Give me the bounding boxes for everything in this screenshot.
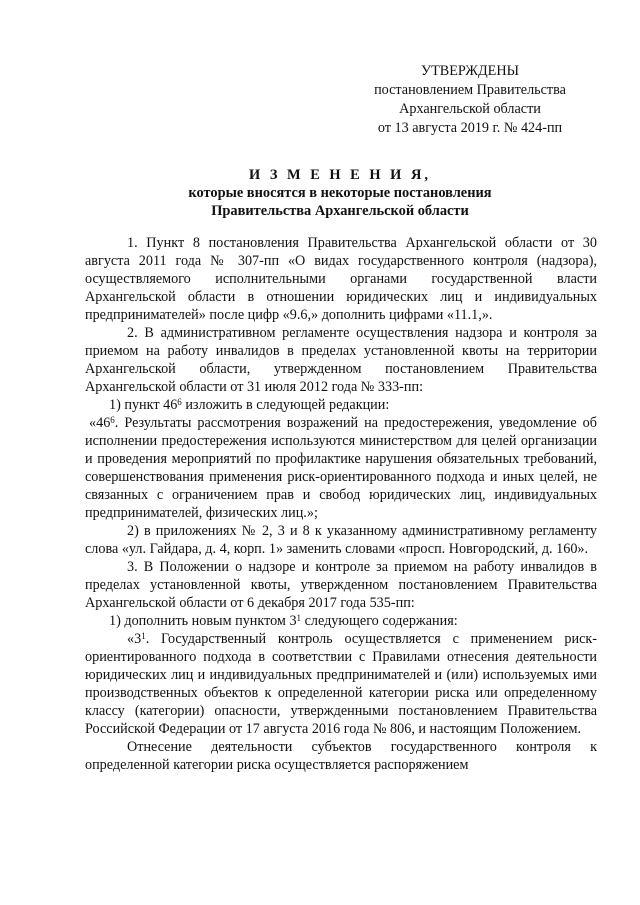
superscript-index: 6 [177, 397, 182, 407]
text-run: 1) пункт 46 [109, 397, 178, 413]
text-run: 1) дополнить новым пунктом 3 [109, 613, 297, 629]
text-run: следующего содержания: [301, 613, 458, 629]
paragraph-continuation: Отнесение деятельности субъектов государственного контроля к определенной категории риска осуществляется распоряжением [85, 739, 597, 773]
text-run: изложить в следующей редакции: [181, 397, 390, 413]
heading-subtitle: Правительства Архангельской области [211, 203, 469, 219]
heading-subtitle: которые вносятся в некоторые постановления [188, 185, 492, 201]
text-run: «3 [127, 631, 142, 647]
text-run: . Государственный контроль осуществляется с применением риск-ориентированного подхода в соответствии с Правилами отнесения деятельности юридических лиц и индивидуальных предпринимателей и (или) используемых ими производственных объектов к определенной категории риска или определенному классу (категории) опасности, утвержденными постановлением Правительства Российской Федерации от 17 августа 2016 года № 806, и настоящим Положением. [85, 631, 597, 737]
approval-stamp [360, 62, 580, 138]
text-run: «46 [89, 415, 111, 431]
paragraph-item-3: 3. В Положении о надзоре и контроле за приемом на работу инвалидов в пределах установленной квоты, утвержденном постановлением Правительства Архангельской области от 6 декабря 2017 года 535-пп: [85, 559, 597, 611]
paragraph-item-2: 2. В административном регламенте осуществления надзора и контроля за приемом на работу инвалидов в пределах установленной квоты на территории Архангельской области, утвержденном постановлением Правительства Архангельской области от 31 июля 2012 года № 333-пп: [85, 325, 597, 395]
approval-line: Архангельской области [399, 101, 541, 117]
superscript-index: 1 [141, 631, 146, 641]
approval-date-line: от 13 августа 2019 г. № 424-пп [377, 120, 563, 136]
heading-title: И З М Е Н Е Н И Я, [249, 167, 431, 183]
approval-line: УТВЕРЖДЕНЫ [421, 63, 519, 79]
paragraph-quoted-46-6 [85, 414, 597, 522]
document-heading [80, 166, 600, 220]
superscript-index: 6 [110, 415, 115, 425]
document-body [85, 234, 597, 774]
approval-line: постановлением Правительства [374, 82, 566, 98]
paragraph-subitem-2-2: 2) в приложениях № 2, 3 и 8 к указанному административному регламенту слова «ул. Гайдара, д. 4, корп. 1» заменить словами «просп. Новгородский, д. 160». [85, 523, 597, 557]
paragraph-quoted-3-1 [85, 630, 597, 738]
paragraph-subitem-2-1 [85, 396, 597, 414]
paragraph-subitem-3-1 [85, 612, 597, 630]
paragraph-item-1: 1. Пункт 8 постановления Правительства Архангельской области от 30 августа 2011 года № 307-пп «О видах государственного контроля (надзора), осуществляемого исполнительными органами государственной власти Архангельской области в отношении юридических лиц и индивидуальных предпринимателей» после цифр «9.6,» дополнить цифрами «11.1,». [85, 235, 597, 323]
text-run: . Результаты рассмотрения возражений на предостережения, уведомление об исполнении предостережения используются министерством для целей организации и проведения мероприятий по профилактике нарушения обязательных требований, совершенствования применения риск-ориентированного подхода и иных целей, не связанных с ограничением прав и свобод юридических лиц, индивидуальных предпринимателей, физических лиц.»; [85, 415, 597, 521]
superscript-index: 1 [296, 613, 302, 623]
